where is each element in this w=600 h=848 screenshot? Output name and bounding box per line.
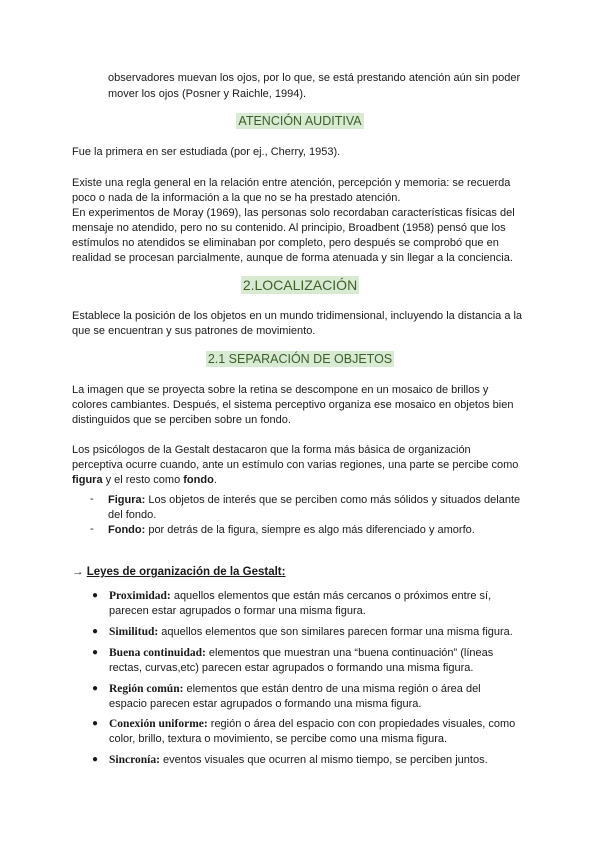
gestalt-law-item [109, 646, 493, 662]
heading-separacion-objetos: 2.1 SEPARACIÓN DE OBJETOS [207, 352, 393, 366]
gestalt-law-term: Similitud: [109, 626, 159, 638]
term-fondo: fondo [183, 474, 214, 486]
paragraph-line: La imagen que se proyecta sobre la retina se descompone en un mosaico de brillos y [72, 384, 489, 396]
gestalt-law-item [109, 625, 513, 641]
paragraph-line: distinguidos que se perciben sobre un fondo. [72, 414, 291, 426]
bullet-icon: ● [92, 718, 99, 729]
paragraph-line: estímulos no atendidos se eliminaban por completo, pero después se comprobó que en [72, 237, 499, 249]
gestalt-law-desc: aquellos elementos que están más cercanos o próximos entre sí, [170, 590, 492, 602]
paragraph-line: realidad se procesan parcialmente, aunque de forma atenuada y sin llegar a la conciencia. [72, 252, 513, 264]
heading-localizacion: 2.LOCALIZACIÓN [242, 277, 358, 293]
gestalt-law-desc-cont: color, brillo, textura o movimiento, se percibe como una misma figura. [109, 733, 448, 745]
term-figura: figura [72, 474, 103, 486]
dash-bullet: - [90, 493, 94, 505]
paragraph-line: poco o nada de la información a la que no se ha prestado atención. [72, 192, 401, 204]
paragraph-line: que se encuentran y sus patrones de movimiento. [72, 325, 316, 337]
list-item-figura: Figura: Los objetos de interés que se perciben como más sólidos y situados delante [108, 494, 521, 506]
gestalt-law-desc: aquellos elementos que son similares parecen formar una misma figura. [158, 626, 513, 638]
gestalt-law-desc: eventos visuales que ocurren al mismo tiempo, se perciben juntos. [159, 754, 488, 766]
gestalt-law-desc-cont: rectas, curvas,etc) parecen estar agrupados o formando una misma figura. [109, 662, 474, 674]
paragraph-line: En experimentos de Moray (1969), las personas solo recordaban características físicas del [72, 207, 515, 219]
gestalt-law-item [109, 589, 491, 605]
gestalt-law-term: Proximidad: [109, 590, 171, 602]
gestalt-law-term: Región común: [109, 683, 184, 695]
intro-line-2: mover los ojos (Posner y Raichle, 1994). [108, 88, 307, 100]
bullet-icon: ● [92, 626, 99, 637]
intro-line-1: observadores muevan los ojos, por lo que, se está prestando atención aún sin poder [108, 72, 521, 84]
paragraph-line: perceptiva ocurre cuando, ante un estímulo con varias regiones, una parte se percibe como [72, 459, 519, 471]
gestalt-law-term: Buena continuidad: [109, 647, 206, 659]
gestalt-law-desc-cont: espacio parecen estar agrupados o formando una misma figura. [109, 698, 422, 710]
bullet-icon: ● [92, 590, 99, 601]
dash-bullet: - [90, 523, 94, 535]
paragraph-line: Existe una regla general en la relación entre atención, percepción y memoria: se recuerda [72, 177, 511, 189]
paragraph-line: figura y el resto como fondo. [72, 474, 217, 486]
gestalt-law-item [109, 717, 515, 733]
paragraph-line: mensaje no atendido, pero no su contenido. Al principio, Broadbent (1958) pensó que los [72, 222, 506, 234]
list-item-fondo: Fondo: por detrás de la figura, siempre es algo más diferenciado y amorfo. [108, 524, 475, 536]
paragraph-line: colores cambiantes. Después, el sistema perceptivo organiza ese mosaico en objetos bien [72, 399, 514, 411]
gestalt-law-desc: elementos que están dentro de una misma región o área del [183, 683, 481, 695]
paragraph: Fue la primera en ser estudiada (por ej., Cherry, 1953). [72, 146, 341, 158]
bullet-icon: ● [92, 647, 99, 658]
heading-atencion-auditiva: ATENCIÓN AUDITIVA [238, 114, 362, 128]
gestalt-law-term: Conexión uniforme: [109, 718, 208, 730]
leyes-title: → Leyes de organización de la Gestalt: [72, 566, 286, 578]
gestalt-law-desc-cont: parecen estar agrupados o formar una misma figura. [109, 605, 366, 617]
gestalt-law-term: Sincronía: [109, 754, 160, 766]
paragraph-line: Los psicólogos de la Gestalt destacaron que la forma más básica de organización [72, 444, 471, 456]
bullet-icon: ● [92, 683, 99, 694]
gestalt-law-desc: región o área del espacio con con propiedades visuales, como [207, 718, 516, 730]
gestalt-law-item [109, 682, 481, 698]
gestalt-law-item [109, 753, 488, 769]
bullet-icon: ● [92, 754, 99, 765]
paragraph-line: Establece la posición de los objetos en un mundo tridimensional, incluyendo la distancia a la [72, 310, 523, 322]
gestalt-law-desc: elementos que muestran una “buena continuación” (líneas [205, 647, 494, 659]
list-item-figura-cont: del fondo. [108, 509, 157, 521]
